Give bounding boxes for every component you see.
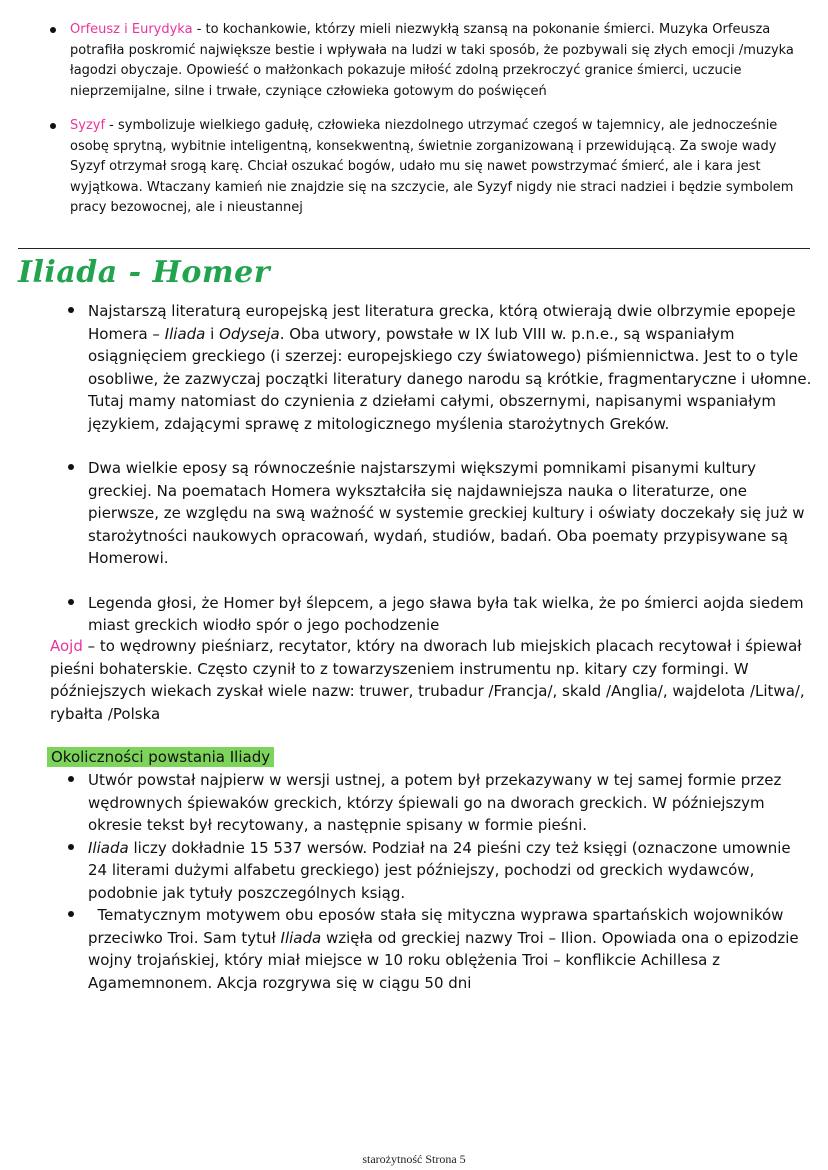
bullet-icon [68, 911, 74, 917]
text-part: Utwór powstał najpierw w wersji ustnej, a potem był przekazywany w tej samej formie przez wędrownych śpiewaków greckich, którzy śpiewali go na dworach greckich. W późniejszym okresie tekst był recytowany, a następnie spisany w formie pieśni. [88, 771, 782, 834]
list-item-eposy [88, 457, 813, 570]
term-dash: - [105, 118, 119, 133]
title-iliada: Iliada [280, 928, 322, 947]
title-iliada: Iliada [88, 838, 129, 857]
syzyf-text: symbolizuje wielkiego gadułę, człowieka niezdolnego utrzymać czegoś w tajemnicy, ale jednocześnie osobę sprytną, wybitnie inteligentną, konsekwentną, świetnie zorganizowaną i przewidującą. Za swoje wady Syzyf otrzymał srogą karę. Chciał oszukać bogów, udało mu się nawet powstrzymać śmierć, ale i kara jest wyjątkowa. Wtaczany kamień nie znajdzie się na szczycie, ale Syzyf nigdy nie straci nadziei i będzie symbolem pracy bezowocnej, ale i nieustannej [70, 118, 794, 215]
iliada-bullet-list [88, 300, 813, 637]
list-item-legenda [88, 592, 813, 637]
text-part: wzięła od greckiej nazwy Troi – Ilion. Opowiada ona o epizodzie wojny trojańskiej, który miał miejsce w 10 roku oblężenia Troi – konflikcie Achillesa z Agamemnonem. Akcja rozgrywa się w ciągu 50 dni [88, 928, 799, 992]
bullet-icon [68, 776, 74, 782]
aojd-text: – to wędrowny pieśniarz, recytator, który na dworach lub miejskich placach recytował i śpiewał pieśni bohaterskie. Często czynił to z towarzyszeniem instrumentu np. kitary czy formingi. W późniejszych wiekach zyskał wiele nazw: truwer, trubadur /Francja/, skald /Anglia/, wajdelota /Litwa/, rybałta /Polska [50, 637, 805, 723]
list-item-utwor [88, 769, 813, 837]
term-orfeusz: Orfeusz i Eurydyka [70, 22, 193, 37]
term-dash: - [192, 22, 206, 37]
text-part: Najstarszą literaturą europejską jest literatura grecka, którą otwierają dwie olbrzymie epopeje Homera – [88, 302, 796, 343]
orfeusz-text: to kochankowie, którzy mieli niezwykłą szansą na pokonanie śmierci. Muzyka Orfeusza potrafiła poskromić największe bestie i wpływała na ludzi w taki sposób, że pozbywali się złych emocji /muzyka łagodzi obyczaje. Opowieść o małżonkach pokazuje miłość zdolną przekroczyć granice śmierci, uczucie nieprzemijalne, silne i trwałe, czyniące człowieka gotowym do poświęceń [70, 22, 794, 99]
section-divider [18, 248, 810, 249]
okolicznosci-list [88, 769, 813, 994]
bullet-icon [50, 27, 56, 33]
list-item-syzyf [70, 116, 815, 219]
title-iliada: Iliada [164, 324, 206, 343]
list-item-orfeusz [70, 20, 815, 102]
text-part: . Oba utwory, powstałe w IX lub VIII w. p.n.e., są wspaniałym osiągnięciem greckiego (i szerzej: europejskiego czy światowego) piśmiennictwa. Jest to o tyle osobliwe, że zazwyczaj początki literatury danego narodu są krótkie, fragmentaryczne i ułomne. Tutaj mamy natomiast do czynienia z dziełami całymi, obszernymi, napisanymi wspaniałym językiem, zdającymi sprawę z mitologicznego myślenia starożytnych Greków. [88, 324, 812, 433]
highlighted-heading: Okoliczności powstania Iliady [47, 747, 274, 767]
bullet-icon [68, 464, 74, 470]
text-part: Tematycznym motywem obu eposów stała się mityczna wyprawa spartańskich wojowników przeciwko Troi. Sam tytuł [88, 906, 789, 947]
bullet-icon [50, 123, 56, 129]
list-item-tematycznym [88, 904, 813, 994]
text-part: i [205, 324, 220, 343]
text-part: liczy dokładnie 15 537 wersów. Podział na 24 pieśni czy też księgi (oznaczone umownie 24 literami dużymi alfabetu greckiego) jest późniejszy, pochodzi od greckich wydawców, podobnie jak tytuły poszczególnych ksiąg. [88, 838, 791, 902]
list-item-iliada-liczy [88, 837, 813, 905]
okolicznosci-heading [47, 746, 274, 769]
bullet-icon [68, 307, 74, 313]
bullet-icon [68, 599, 74, 605]
title-odyseja: Odyseja [219, 324, 280, 343]
text-part: Dwa wielkie eposy są równocześnie najstarszymi większymi pomnikami pisanymi kultury greckiej. Na poematach Homera wykształciła się najdawniejsza nauka o literaturze, one pierwsze, ze względu na swą ważność w systemie greckiej kultury i oświaty doczekały się już w starożytności naukowych opracowań, wydań, studiów, badań. Oba poematy przypisywane są Homerowi. [88, 459, 805, 567]
text-part: Legenda głosi, że Homer był ślepcem, a jego sława była tak wielka, że po śmierci aojda siedem miast greckich wiodło spór o jego pochodzenie [88, 593, 804, 634]
top-bullet-list [70, 20, 815, 219]
page-footer: starożytność Strona 5 [362, 1152, 466, 1166]
section-title: Iliada - Homer [18, 255, 271, 290]
list-item-najstarsza [88, 300, 813, 435]
term-aojd: Aojd [50, 637, 83, 655]
aojd-paragraph [50, 635, 815, 725]
bullet-icon [68, 844, 74, 850]
term-syzyf: Syzyf [70, 118, 106, 133]
